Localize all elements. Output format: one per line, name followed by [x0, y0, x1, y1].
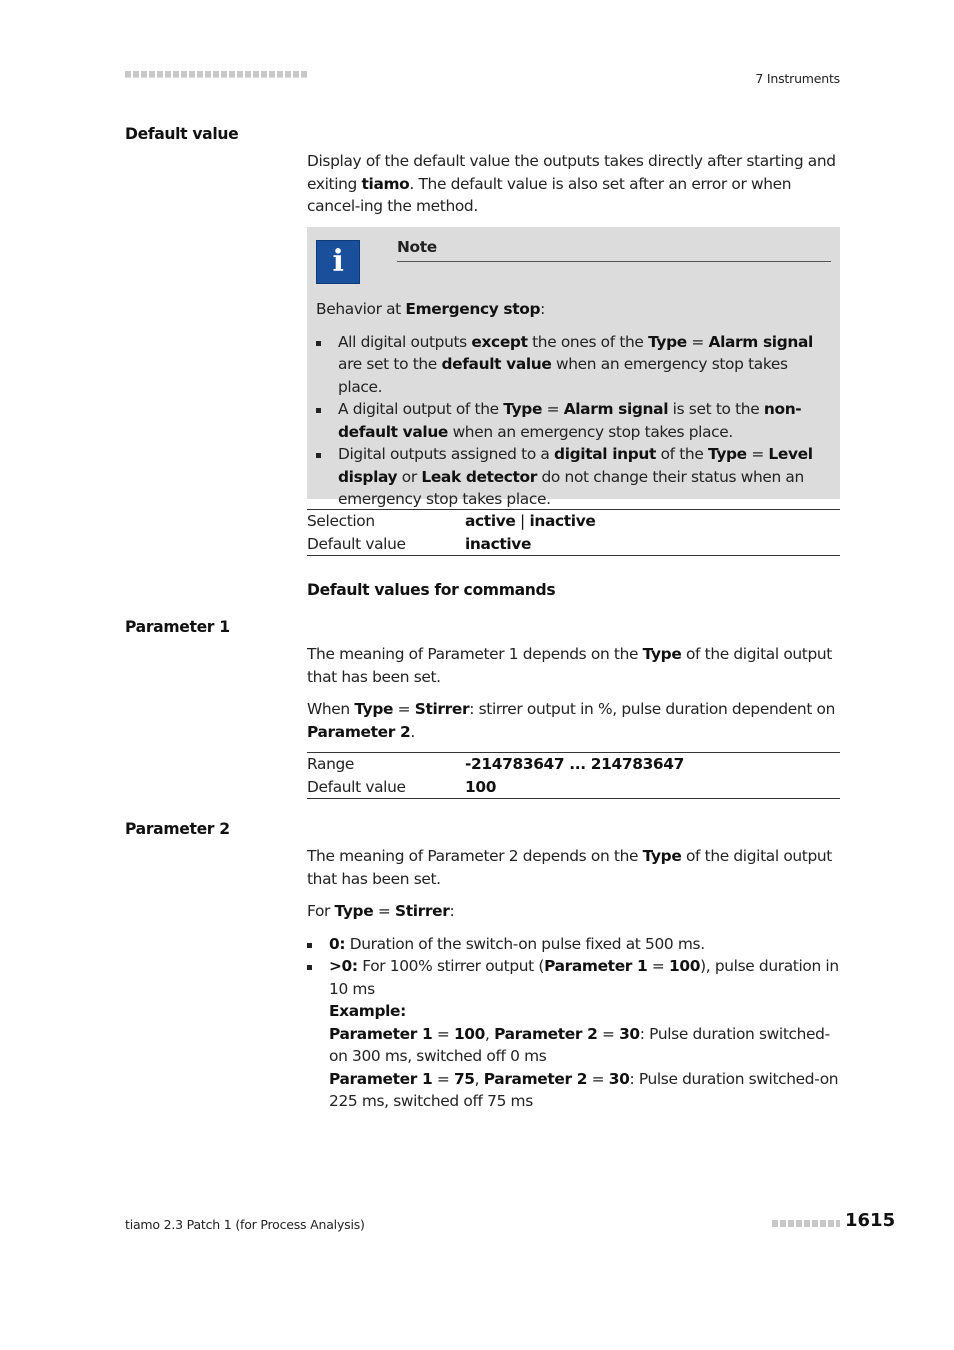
footer-product: tiamo 2.3 Patch 1 (for Process Analysis) [125, 1217, 365, 1232]
note-bullet-list [316, 331, 836, 511]
table-row [307, 753, 840, 776]
list-item: 0: Duration of the switch-on pulse fixed at 500 ms. [307, 933, 840, 956]
default-value: 100 [465, 777, 497, 796]
selection-label: Selection [307, 512, 375, 530]
default-value-param-table [307, 509, 840, 556]
table-row [307, 510, 840, 533]
default-value-heading: Default value [125, 125, 239, 143]
list-item: All digital outputs except the ones of the Type = Alarm signal are set to the default value when an emergency stop takes place. [316, 331, 836, 399]
default-label: Default value [307, 777, 406, 796]
parameter-1-heading: Parameter 1 [125, 618, 230, 636]
default-value: inactive [465, 534, 532, 553]
example-label: Example: [329, 1002, 406, 1020]
parameter-2-heading: Parameter 2 [125, 820, 230, 838]
note-intro: Behavior at Emergency stop: [316, 300, 545, 318]
list-item: Digital outputs assigned to a digital input of the Type = Level display or Leak detector do not change their status when an emergency stop takes place. [316, 443, 836, 511]
commands-heading: Default values for commands [307, 581, 556, 599]
footer-decoration [772, 1220, 840, 1227]
list-item: A digital output of the Type = Alarm signal is set to the non-default value when an emergency stop takes place. [316, 398, 836, 443]
default-value-description: Display of the default value the outputs takes directly after starting and exiting tiamo. The default value is also set after an error or when cancel-ing the method. [307, 152, 836, 215]
range-value: -214783647 ... 214783647 [465, 755, 685, 773]
info-icon: i [316, 240, 360, 284]
note-title: Note [397, 236, 831, 262]
chapter-title: 7 Instruments [755, 71, 840, 86]
page-number: 1615 [845, 1210, 896, 1231]
default-label: Default value [307, 534, 406, 553]
note-body [316, 298, 836, 511]
parameter-1-table [307, 752, 840, 799]
table-row [307, 533, 840, 556]
parameter-2-list [307, 933, 840, 1113]
note-box [307, 227, 840, 508]
range-label: Range [307, 755, 355, 773]
parameter-1-description: The meaning of Parameter 1 depends on the Type of the digital output that has been set. When Type = Stirrer: stirrer output in %, pulse duration dependent on Parameter 2. [307, 645, 836, 741]
parameter-2-description: The meaning of Parameter 2 depends on the Type of the digital output that has been set. For Type = Stirrer: 0: Duration of the switch-on pulse fixed at 500 ms. >0: For 100% stirrer output (Parameter 1 = 100), pulse duration in 10 ms Example: Parameter 1 = 100, Parameter 2 = 30: Pulse duration switched-on 300 ms, switched off 0 ms Parameter 1 = 75, Parameter 2 = 30: Pulse duration switched-on 225 ms, switched off 75 ms [307, 845, 840, 1113]
header-decoration [125, 71, 307, 78]
example-2: Parameter 1 = 75, Parameter 2 = 30: Pulse duration switched-on 225 ms, switched off 75 ms [329, 1069, 839, 1110]
selection-value: active | inactive [465, 512, 596, 530]
list-item: >0: For 100% stirrer output (Parameter 1 = 100), pulse duration in 10 ms Example: Parameter 1 = 100, Parameter 2 = 30: Pulse duration switched-on 300 ms, switched off 0 ms Parameter 1 = 75, Parameter 2 = 30: Pulse duration switched-on 225 ms, switched off 75 ms [307, 955, 840, 1113]
table-row [307, 776, 840, 799]
example-1: Parameter 1 = 100, Parameter 2 = 30: Pulse duration switched-on 300 ms, switched off 0 ms [329, 1024, 830, 1065]
